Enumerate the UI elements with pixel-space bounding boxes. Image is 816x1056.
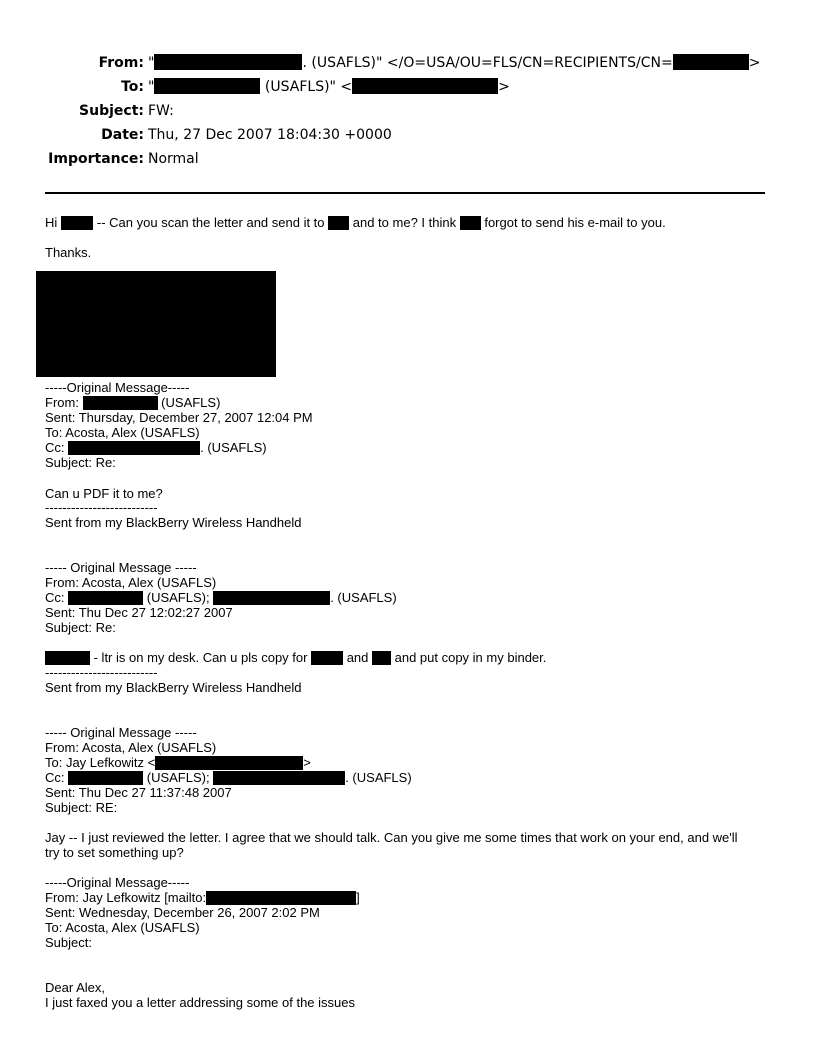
orig1-from: From: (USAFLS) bbox=[45, 395, 221, 410]
orig3-from: From: Acosta, Alex (USAFLS) bbox=[45, 740, 217, 755]
subject-label: Subject: bbox=[79, 103, 144, 119]
redaction bbox=[68, 771, 143, 785]
orig2-cc: Cc: (USAFLS); . (USAFLS) bbox=[45, 590, 397, 605]
signature-redaction bbox=[36, 271, 276, 377]
redaction bbox=[68, 441, 200, 455]
orig2-subject: Subject: Re: bbox=[45, 620, 116, 635]
orig1-signature: Sent from my BlackBerry Wireless Handheld bbox=[45, 515, 302, 530]
from-quote: " bbox=[148, 55, 155, 71]
redaction bbox=[328, 216, 349, 230]
orig4-subject: Subject: bbox=[45, 935, 92, 950]
subject-value: FW: bbox=[148, 103, 174, 119]
to-quote: " bbox=[148, 79, 155, 95]
email-header bbox=[0, 0, 816, 180]
date-value: Thu, 27 Dec 2007 18:04:30 +0000 bbox=[148, 127, 392, 143]
redaction bbox=[673, 54, 749, 70]
redaction bbox=[61, 216, 93, 230]
orig1-cc: Cc: . (USAFLS) bbox=[45, 440, 267, 455]
redaction bbox=[154, 54, 302, 70]
orig1-divider: -----Original Message----- bbox=[45, 380, 190, 395]
redaction bbox=[45, 651, 90, 665]
orig2-from: From: Acosta, Alex (USAFLS) bbox=[45, 575, 217, 590]
orig1-sent: Sent: Thursday, December 27, 2007 12:04 PM bbox=[45, 410, 313, 425]
orig4-from: From: Jay Lefkowitz [mailto: ] bbox=[45, 890, 360, 905]
orig4-sent: Sent: Wednesday, December 26, 2007 2:02 PM bbox=[45, 905, 320, 920]
header-divider bbox=[45, 192, 765, 194]
orig1-body: Can u PDF it to me? bbox=[45, 486, 163, 501]
orig3-subject: Subject: RE: bbox=[45, 800, 118, 815]
thanks-line: Thanks. bbox=[45, 245, 92, 260]
redaction bbox=[155, 756, 303, 770]
orig2-dashes: -------------------------- bbox=[45, 665, 158, 680]
from-value: . (USAFLS)" </O=USA/OU=FLS/CN=RECIPIENTS/CN= bbox=[302, 55, 673, 71]
importance-label: Importance: bbox=[48, 151, 144, 167]
redaction bbox=[213, 771, 345, 785]
redaction bbox=[213, 591, 330, 605]
orig2-sent: Sent: Thu Dec 27 12:02:27 2007 bbox=[45, 605, 233, 620]
redaction bbox=[352, 78, 498, 94]
orig3-divider: ----- Original Message ----- bbox=[45, 725, 197, 740]
orig3-body-line1: Jay -- I just reviewed the letter. I agree that we should talk. Can you give me some times that work on your end, and we'll bbox=[45, 830, 738, 845]
redaction bbox=[206, 891, 356, 905]
orig4-divider: -----Original Message----- bbox=[45, 875, 190, 890]
orig4-body: I just faxed you a letter addressing some of the issues bbox=[45, 995, 356, 1010]
date-label: Date: bbox=[101, 127, 144, 143]
orig4-to: To: Acosta, Alex (USAFLS) bbox=[45, 920, 200, 935]
redaction bbox=[311, 651, 343, 665]
orig3-sent: Sent: Thu Dec 27 11:37:48 2007 bbox=[45, 785, 232, 800]
orig1-to: To: Acosta, Alex (USAFLS) bbox=[45, 425, 200, 440]
orig2-signature: Sent from my BlackBerry Wireless Handheld bbox=[45, 680, 302, 695]
from-end: > bbox=[748, 55, 761, 71]
orig3-cc: Cc: (USAFLS); . (USAFLS) bbox=[45, 770, 412, 785]
importance-value: Normal bbox=[148, 151, 199, 167]
from-label: From: bbox=[98, 55, 144, 71]
orig1-subject: Subject: Re: bbox=[45, 455, 116, 470]
to-label: To: bbox=[121, 79, 144, 95]
redaction bbox=[154, 78, 260, 94]
orig3-body-line2: try to set something up? bbox=[45, 845, 184, 860]
to-value: (USAFLS)" < bbox=[260, 79, 353, 95]
orig1-dashes: -------------------------- bbox=[45, 500, 158, 515]
orig2-divider: ----- Original Message ----- bbox=[45, 560, 197, 575]
redaction bbox=[460, 216, 481, 230]
orig4-greeting: Dear Alex, bbox=[45, 980, 105, 995]
orig2-body: - ltr is on my desk. Can u pls copy for and and put copy in my binder. bbox=[45, 650, 546, 665]
orig3-to: To: Jay Lefkowitz < > bbox=[45, 755, 311, 770]
redaction bbox=[68, 591, 143, 605]
to-end: > bbox=[498, 79, 510, 95]
greeting-line: Hi -- Can you scan the letter and send it to and to me? I think forgot to send his e-mail to you. bbox=[45, 215, 666, 230]
redaction bbox=[372, 651, 391, 665]
redaction bbox=[83, 396, 158, 410]
